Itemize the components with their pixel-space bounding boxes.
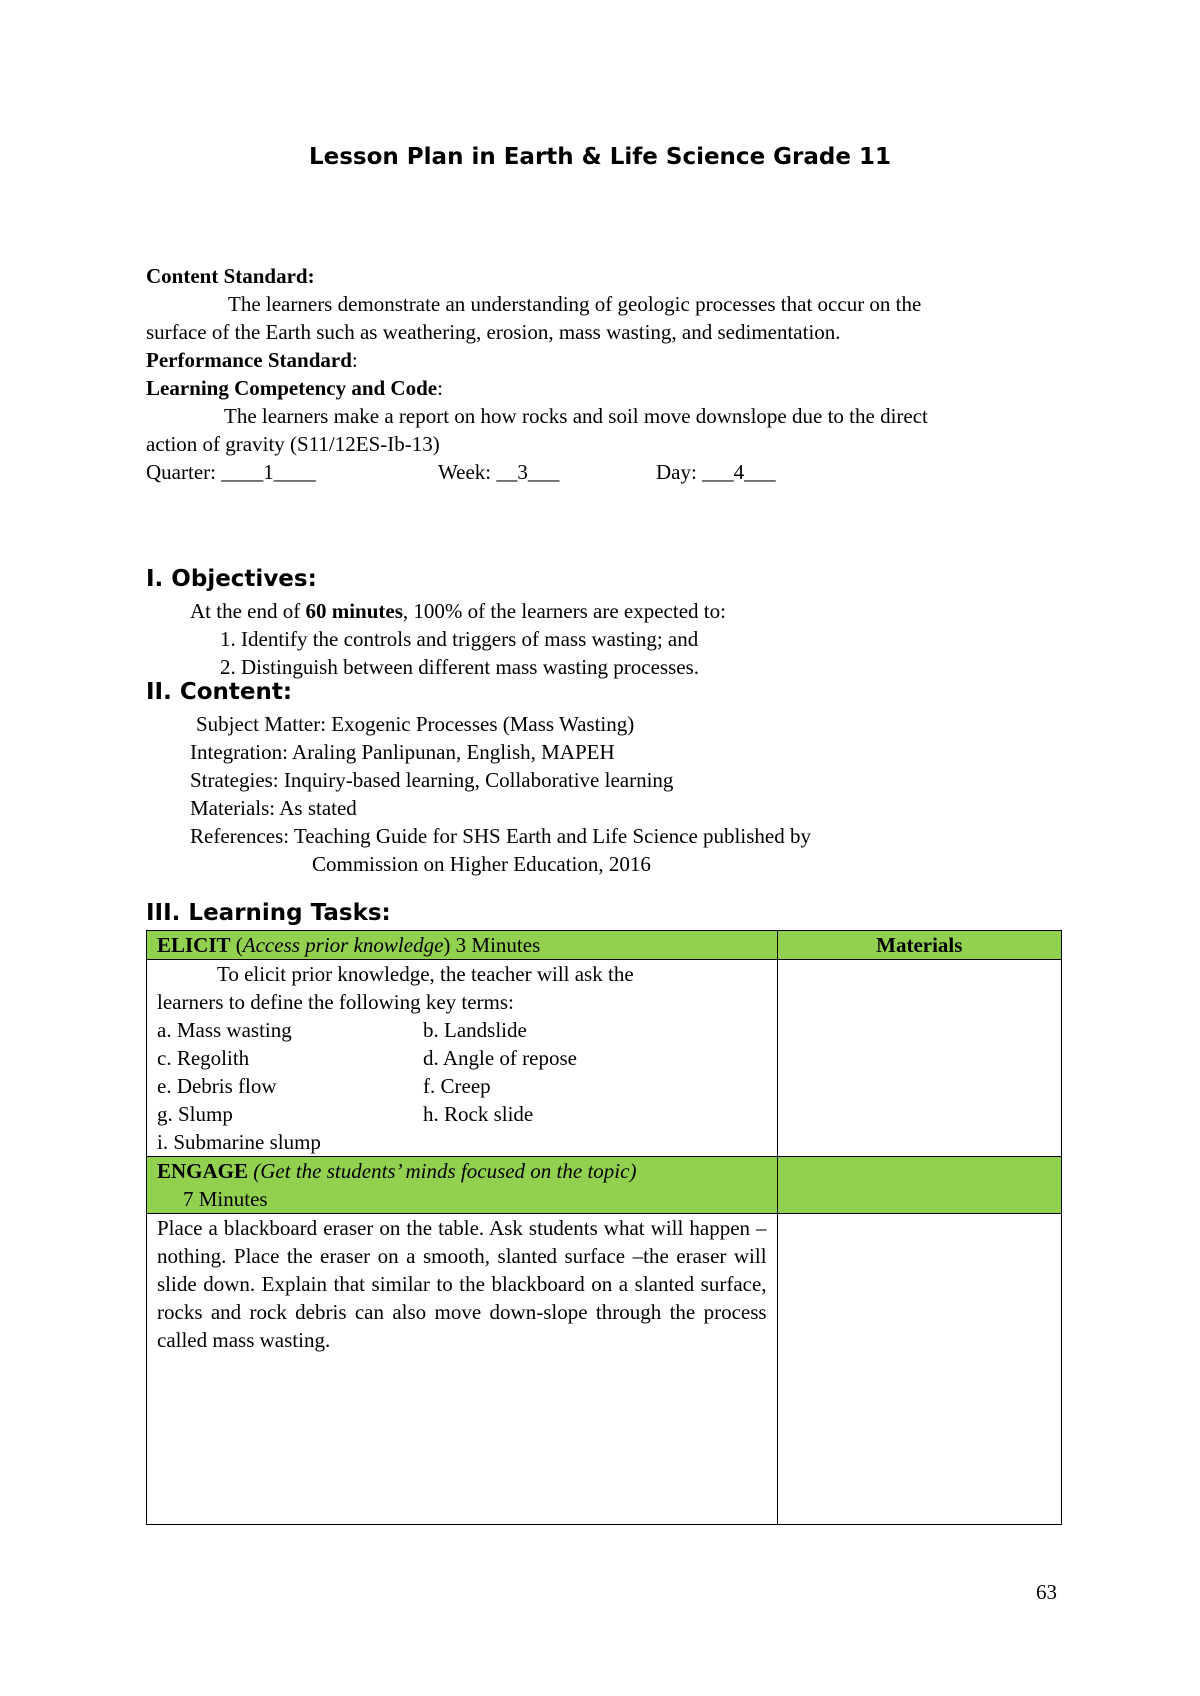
key-term-last: i. Submarine slump — [157, 1130, 321, 1154]
content-standard-label: Content Standard: — [146, 264, 315, 288]
document-title: Lesson Plan in Earth & Life Science Grade 11 — [308, 144, 891, 170]
engage-title — [157, 1157, 767, 1185]
standards-block — [146, 262, 1066, 486]
page-number: 63 — [1036, 1580, 1057, 1604]
key-terms-list — [157, 1016, 767, 1128]
materials-header: Materials — [777, 931, 1061, 960]
objectives-intro — [146, 597, 1066, 625]
engage-label: ENGAGE — [157, 1159, 249, 1183]
key-term: a. Mass wasting — [157, 1018, 292, 1042]
objectives-intro-pre: At the end of — [190, 599, 306, 623]
integration: Integration: Araling Panlipunan, English, MAPEH — [190, 740, 615, 764]
key-term: f. Creep — [423, 1074, 491, 1098]
performance-standard-label: Performance Standard — [146, 348, 352, 372]
learning-competency-text-1: The learners make a report on how rocks and soil move downslope due to the direct — [224, 404, 928, 428]
engage-body-row — [147, 1214, 1062, 1525]
elicit-subtitle: Access prior knowledge — [242, 933, 444, 957]
elicit-label: ELICIT — [157, 933, 231, 957]
key-term: g. Slump — [157, 1102, 233, 1126]
elicit-intro-2: learners to define the following key terms: — [157, 990, 514, 1014]
materials-line: Materials: As stated — [190, 796, 357, 820]
engage-subtitle: (Get the students’ minds focused on the topic) — [248, 1159, 637, 1183]
elicit-body-row — [147, 960, 1062, 1157]
learning-tasks-heading: III. Learning Tasks: — [146, 900, 391, 926]
elicit-time: 3 Minutes — [450, 933, 541, 957]
objectives-intro-bold: 60 minutes — [305, 599, 403, 623]
learning-competency-text-2: action of gravity (S11/12ES-Ib-13) — [146, 432, 440, 456]
objectives-intro-post: , 100% of the learners are expected to: — [402, 599, 726, 623]
elicit-materials-cell — [777, 960, 1061, 1157]
engage-materials-cell — [777, 1214, 1061, 1525]
objectives-block — [146, 597, 1066, 681]
strategies: Strategies: Inquiry-based learning, Collaborative learning — [190, 768, 674, 792]
content-heading: II. Content: — [146, 679, 293, 705]
engage-time: 7 Minutes — [183, 1187, 268, 1211]
schedule-row — [146, 458, 1066, 486]
objective-item-2: 2. Distinguish between different mass wasting processes. — [220, 655, 700, 679]
key-term: c. Regolith — [157, 1046, 250, 1070]
learning-tasks-table — [146, 930, 1062, 1525]
engage-body-cell: Place a blackboard eraser on the table. Ask students what will happen –nothing. Place the eraser on a smooth, slanted surface –the eraser will slide down. Explain that similar to the blackboard on a slanted surface, rocks and rock debris can also move down-slope through the process called mass wasting. — [147, 1214, 778, 1525]
engage-materials-header — [777, 1157, 1061, 1214]
learning-competency — [146, 374, 1066, 402]
content-standard-text-1: The learners demonstrate an understanding of geologic processes that occur on the — [228, 292, 922, 316]
day-field: Day: ___4___ — [656, 460, 776, 484]
learning-competency-label: Learning Competency and Code — [146, 376, 438, 400]
key-term: e. Debris flow — [157, 1074, 277, 1098]
elicit-open-paren: ( — [230, 933, 243, 957]
content-block — [146, 710, 1066, 878]
elicit-header-row — [147, 931, 1062, 960]
elicit-header-cell — [147, 931, 778, 960]
performance-standard-colon: : — [351, 348, 358, 372]
references-2: Commission on Higher Education, 2016 — [312, 852, 651, 876]
key-term: h. Rock slide — [423, 1102, 534, 1126]
elicit-close-paren: ) — [443, 933, 451, 957]
engage-header-row — [147, 1157, 1062, 1214]
subject-matter: Subject Matter: Exogenic Processes (Mass Wasting) — [196, 712, 635, 736]
key-term: d. Angle of repose — [423, 1046, 577, 1070]
elicit-body-cell — [147, 960, 778, 1157]
content-standard-text-2: surface of the Earth such as weathering, erosion, mass wasting, and sedimentation. — [146, 320, 841, 344]
elicit-intro-1: To elicit prior knowledge, the teacher will ask the — [217, 962, 634, 986]
learning-competency-colon: : — [437, 376, 443, 400]
performance-standard — [146, 346, 1066, 374]
objective-item-1: 1. Identify the controls and triggers of mass wasting; and — [220, 627, 699, 651]
references-1: References: Teaching Guide for SHS Earth and Life Science published by — [190, 824, 811, 848]
quarter-field: Quarter: ____1____ — [146, 460, 316, 484]
engage-header-cell — [147, 1157, 778, 1214]
week-field: Week: __3___ — [438, 460, 560, 484]
objectives-heading: I. Objectives: — [146, 566, 317, 592]
key-term: b. Landslide — [423, 1018, 527, 1042]
